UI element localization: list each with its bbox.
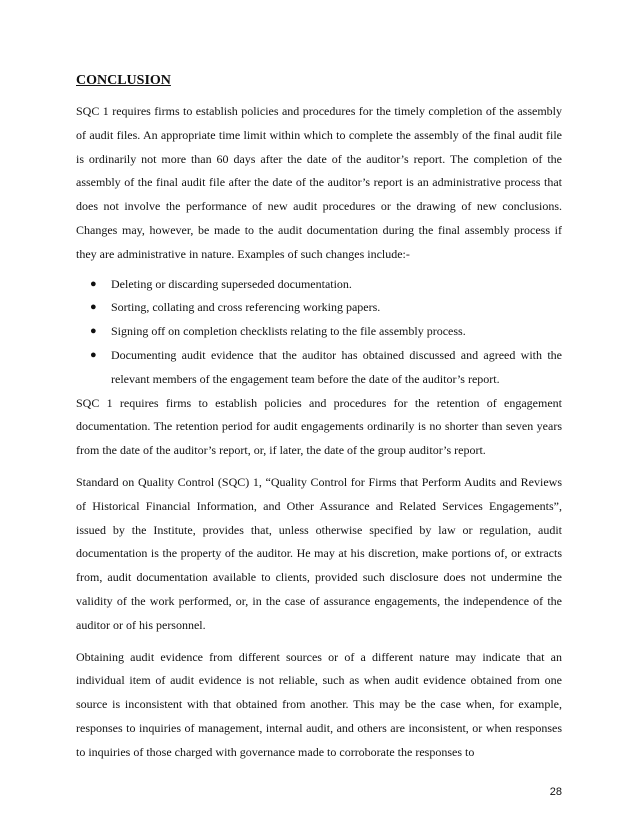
- bullet-list-administrative-changes: [76, 273, 562, 392]
- list-item: [76, 273, 562, 297]
- bullet-icon: ●: [90, 348, 97, 361]
- bullet-icon: ●: [90, 277, 97, 290]
- list-item-text: Deleting or discarding superseded documentation.: [111, 276, 352, 291]
- page-content: [76, 72, 562, 765]
- paragraph-sqc-ownership: Standard on Quality Control (SQC) 1, “Quality Control for Firms that Perform Audits and Reviews of Historical Financial Information, and Other Assurance and Related Services Engagements”, issued by the Institute, provides that, unless otherwise specified by law or regulation, audit documentation is the property of the auditor. He may at his discretion, make portions of, or extracts from, audit documentation available to clients, provided such disclosure does not undermine the validity of the work performed, or, in the case of assurance engagements, the independence of the auditor or of his personnel.: [76, 474, 562, 632]
- list-item: [76, 320, 562, 344]
- list-item: [76, 344, 562, 392]
- paragraph-audit-evidence-sources: Obtaining audit evidence from different sources or of a different nature may indicate that an individual item of audit evidence is not reliable, such as when audit evidence obtained from one source is inconsistent with that obtained from another. This may be the case when, for example, responses to inquiries of management, internal audit, and others are inconsistent, or when responses to inquiries of those charged with governance made to corroborate the responses to: [76, 649, 562, 759]
- page-number: 28: [549, 786, 562, 798]
- paragraph-assembly-time-limit: SQC 1 requires firms to establish policies and procedures for the timely completion of the assembly of audit files. An appropriate time limit within which to complete the assembly of the final audit file is ordinarily not more than 60 days after the date of the auditor’s report. The completion of the assembly of the final audit file after the date of the auditor’s report is an administrative process that does not involve the performance of new audit procedures or the drawing of new conclusions. Changes may, however, be made to the audit documentation during the final assembly process if they are administrative in nature. Examples of such changes include:-: [76, 104, 562, 261]
- paragraph-retention-period: SQC 1 requires firms to establish policies and procedures for the retention of engagement documentation. The retention period for audit engagements ordinarily is no shorter than seven years from the date of the auditor’s report, or, if later, the date of the group auditor’s report.: [76, 395, 562, 458]
- list-item: [76, 296, 562, 320]
- bullet-icon: ●: [90, 301, 97, 314]
- list-item-text: Documenting audit evidence that the auditor has obtained discussed and agreed with the relevant members of the engagement team before the date of the auditor’s report.: [111, 347, 562, 386]
- list-item-text: Signing off on completion checklists relating to the file assembly process.: [111, 324, 466, 339]
- bullet-icon: ●: [90, 325, 97, 338]
- section-heading: CONCLUSION: [76, 73, 171, 88]
- list-item-text: Sorting, collating and cross referencing working papers.: [111, 300, 381, 315]
